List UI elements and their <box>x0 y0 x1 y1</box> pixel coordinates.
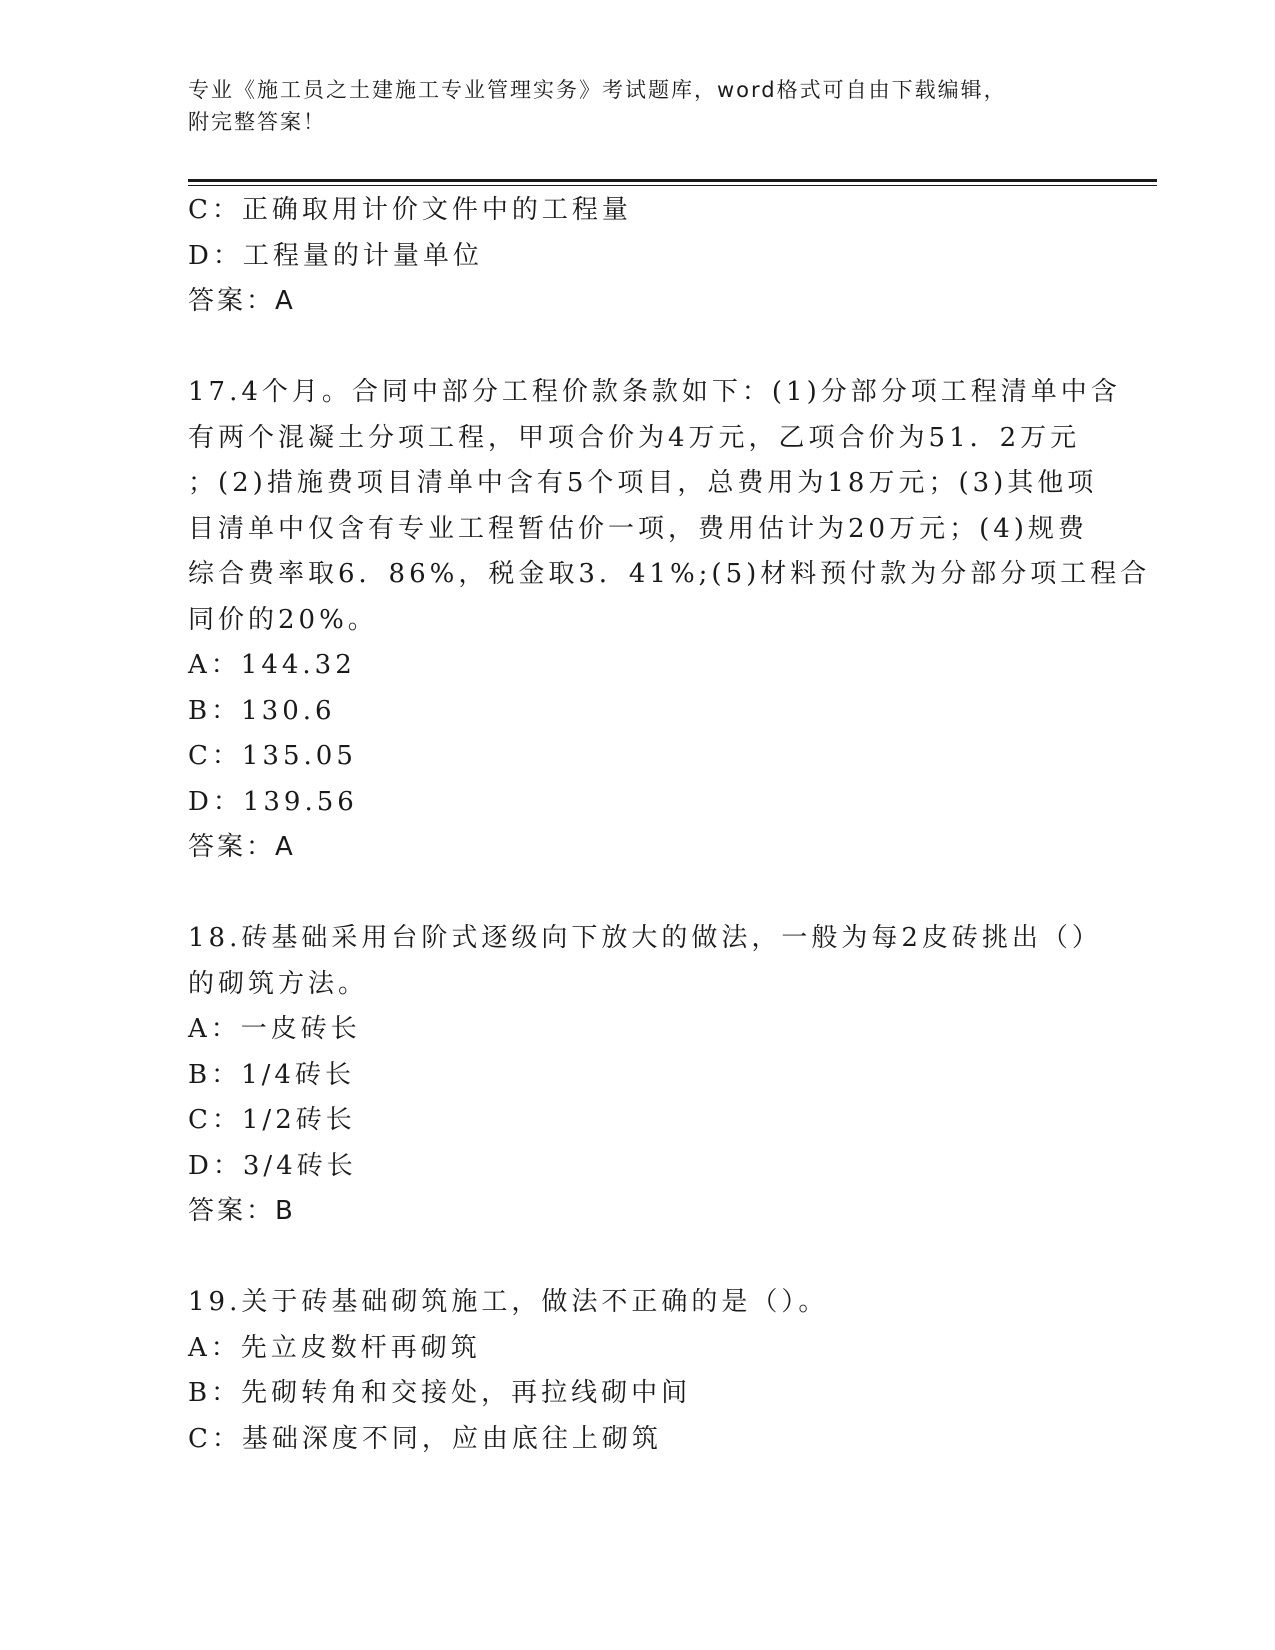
document-body <box>188 188 1151 1462</box>
answer-line: 答案：A <box>188 832 296 862</box>
option-c: C：正确取用计价文件中的工程量 <box>188 195 632 225</box>
header-divider-thick <box>188 179 1157 182</box>
header-line-2: 附完整答案！ <box>188 110 326 134</box>
option-d: D：139.56 <box>188 786 358 817</box>
question-18 <box>188 916 1102 1235</box>
option-d: D：工程量的计量单位 <box>188 240 483 271</box>
question-stem-line: 同价的20%。 <box>188 604 378 635</box>
question-stem-line: 目清单中仅含有专业工程暂估价一项，费用估计为20万元；(4)规费 <box>188 513 1088 544</box>
option-b: B：130.6 <box>188 695 336 726</box>
spacer <box>188 325 1088 371</box>
option-a: A：先立皮数杆再砌筑 <box>188 1332 481 1363</box>
question-stem-line: 18.砖基础采用台阶式逐级向下放大的做法，一般为每2皮砖挑出（） <box>188 923 1102 953</box>
question-stem-line: ；(2)措施费项目清单中含有5个项目，总费用为18万元；(3)其他项 <box>188 468 1098 498</box>
question-17 <box>188 370 1151 871</box>
question-19 <box>188 1280 1088 1462</box>
option-c: C：1/2砖长 <box>188 1105 356 1135</box>
option-a: A：一皮砖长 <box>188 1014 361 1044</box>
question-stem-line: 综合费率取6．86%，税金取3．41%;(5)材料预付款为分部分项工程合 <box>188 559 1151 589</box>
spacer <box>188 871 1088 917</box>
document-header <box>188 74 1088 138</box>
option-b: B：1/4砖长 <box>188 1059 355 1090</box>
answer-line: 答案：A <box>188 286 296 316</box>
option-c: C：基础深度不同，应由底往上砌筑 <box>188 1423 662 1454</box>
question-stem-line: 的砌筑方法。 <box>188 968 369 999</box>
question-stem-line: 19.关于砖基础砌筑施工，做法不正确的是（）。 <box>188 1287 829 1317</box>
header-line-1: 专业《施工员之土建施工专业管理实务》考试题库，word格式可自由下载编辑， <box>188 78 1007 102</box>
spacer <box>188 1235 1088 1281</box>
answer-line: 答案：B <box>188 1196 296 1226</box>
option-c: C：135.05 <box>188 741 357 771</box>
partial-question <box>188 188 1088 325</box>
question-stem-line: 17.4个月。合同中部分工程价款条款如下：(1)分部分项工程清单中含 <box>188 377 1121 407</box>
question-stem-line: 有两个混凝土分项工程，甲项合价为4万元，乙项合价为51．2万元 <box>188 422 1081 453</box>
header-divider-thin <box>188 185 1157 186</box>
option-d: D：3/4砖长 <box>188 1150 357 1181</box>
option-a: A：144.32 <box>188 650 356 680</box>
option-b: B：先砌转角和交接处，再拉线砌中间 <box>188 1378 692 1408</box>
